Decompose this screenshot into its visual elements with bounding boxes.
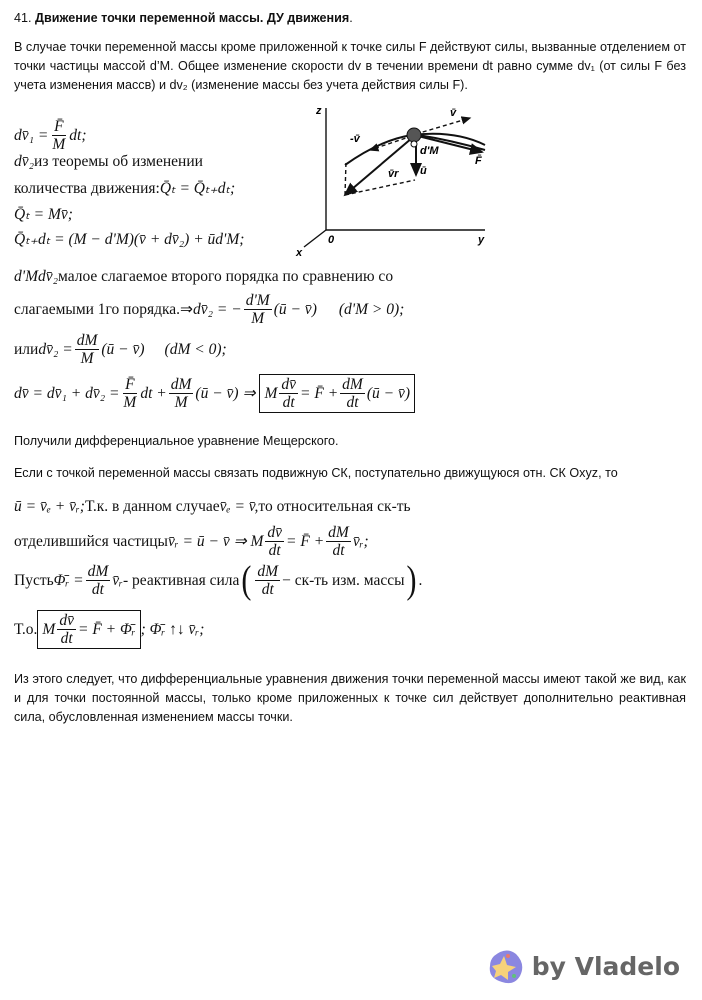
conclusion-paragraph: Из этого следует, что дифференциальные уравнения движения точки переменной массы имеют такой же вид, как и для точки постоянной массы, только кроме приложенных к точке сил действует дополнительно реактивная сила, обусловленная изменением массы точки. [14, 672, 686, 724]
formula-momentum: количества движения: Q̄ₜ = Q̄ₜ₊dₜ; [14, 179, 236, 197]
meshchersky-text: Получили дифференциальное уравнение Мещерского. [14, 434, 339, 448]
formula-dv2-positive: слагаемыми 1го порядка.⇒ dv̄₂ = − $\frac{d'M}{M}$ (ū − v̄) (d'M > 0); [14, 292, 405, 327]
velocity-vector [416, 118, 470, 134]
formula-final: Т.о. M $\frac{dv̄}{dt}$ = F̄ + Φ̄ᵣ ; Φ̄ᵣ ↑↓ v̄ᵣ; [14, 612, 205, 647]
dM-label: d'M [420, 145, 439, 157]
intro-paragraph: В случае точки переменной массы кроме приложенной к точке силы F действуют силы, вызванные отделением от точки частицы массой d’M. Общее изменение скорости dv в течении времени dt равно сумме dv₁ (от силы F без учета изменения массв) и dv₂ (изменение массы без учета действия силы F). [14, 40, 686, 92]
x-label: x [296, 247, 303, 259]
page-title: 41. Движение точки переменной массы. ДУ движения. [14, 11, 353, 25]
x-axis [304, 230, 326, 247]
u-label: ū [420, 165, 427, 177]
formula-qtdt: Q̄ₜ₊dₜ = (M − d'M)(v̄ + dv̄₂) + ūd'M; [14, 231, 245, 248]
formula-second-order: d'Mdv̄₂ малое слагаемое второго порядка по сравнению со [14, 268, 394, 285]
formula-reactive-force: Пусть Φ̄ᵣ = $\frac{dM}{dt}$ v̄ᵣ - реактивная сила ( $\frac{dM}{dt}$ − ск-ть изм. массы ) . [14, 558, 423, 602]
vladelo-logo [486, 946, 680, 986]
formula-dv2: dv̄₂ из теоремы об изменении [14, 153, 203, 170]
formula-qt: Q̄ₜ = Mv̄; [14, 206, 73, 223]
vladelo-logo-icon [486, 946, 526, 986]
mass-point [407, 128, 421, 142]
formula-velocity-sum: ū = v̄ₑ + v̄ᵣ; Т.к. в данном случае v̄ₑ = v̄, то относительная ск-ть [14, 498, 411, 515]
moving-frame-text: Если с точкой переменной массы связать подвижную СК, поступательно движущуюся отн. СК Oxyz, то [14, 466, 618, 480]
origin-label: 0 [328, 234, 335, 246]
formula-meshchersky: dv̄ = dv̄₁ + dv̄₂ = $\frac{F̄}{M}$ dt + $\frac{dM}{M}$ (ū − v̄) ⇒ M $\frac{dv̄}{dt}$ = F̄ + $\frac{dM}{dt}$ (ū − v̄) [14, 374, 415, 413]
formula-relative: отделившийся частицы v̄ᵣ = ū − v̄ ⇒ M $\frac{dv̄}{dt}$ = F̄ + $\frac{dM}{dt}$ v̄ᵣ; [14, 524, 369, 559]
vr-label: v̄r [388, 168, 399, 180]
final-boxed: M $\frac{dv̄}{dt}$ = F̄ + Φ̄ᵣ [37, 610, 140, 649]
vladelo-logo-text: by Vladelo [531, 951, 680, 981]
F-label: F̄ [475, 155, 482, 167]
y-label: y [478, 234, 485, 246]
z-label: z [316, 105, 322, 117]
meshchersky-boxed: M $\frac{dv̄}{dt}$ = F̄ + $\frac{dM}{dt}$ (ū − v̄) [259, 374, 415, 413]
v-label: v̄ [450, 107, 457, 119]
minus-v-label: -v̄ [350, 133, 360, 145]
formula-dv2-negative: или dv̄₂ = $\frac{dM}{M}$ (ū − v̄) (dM < 0); [14, 332, 227, 367]
formula-dv1: dv̄₁ = $\frac{F̄}{M}$ dt; [14, 118, 87, 153]
variable-mass-diagram [290, 100, 500, 260]
